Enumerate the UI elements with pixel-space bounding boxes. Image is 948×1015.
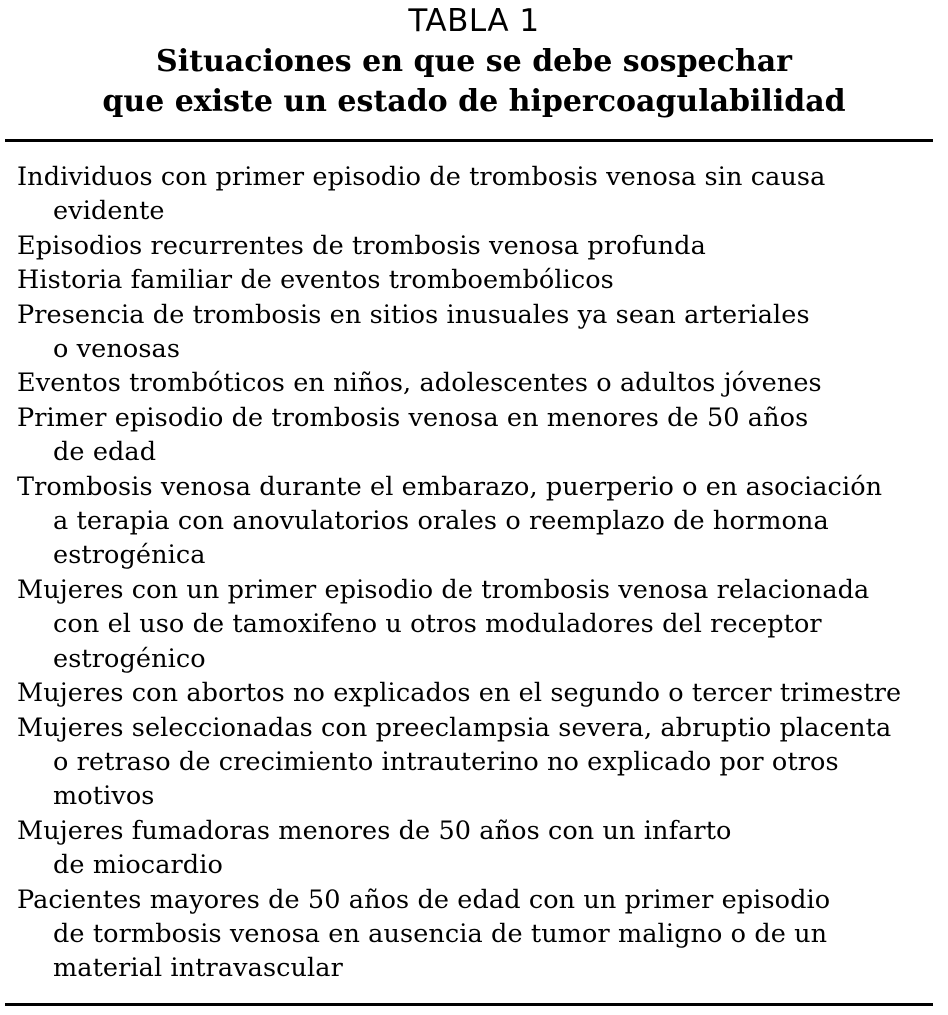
list-item [17,573,937,676]
list-item-text: Mujeres con un primer episodio de trombosis venosa relacionada [17,574,870,605]
list-item-text: Historia familiar de eventos tromboembólicos [17,265,614,296]
list-item [17,401,937,470]
list-item-continuation: de miocardio [53,850,223,881]
list-item-text: Pacientes mayores de 50 años de edad con un primer episodio [17,884,831,915]
list-item [17,366,937,400]
list-item [17,263,937,297]
list-item-continuation: estrogénica [53,540,206,571]
list-item [17,298,937,367]
list-item-text: Mujeres fumadoras menores de 50 años con un infarto [17,815,732,846]
list-item [17,711,937,814]
list-item-continuation: con el uso de tamoxifeno u otros moduladores del receptor [53,609,822,640]
list-item [17,470,937,573]
list-item-continuation: estrogénico [53,643,206,674]
list-item-text: Eventos trombóticos en niños, adolescentes o adultos jóvenes [17,368,822,399]
list-item-text: Primer episodio de trombosis venosa en menores de 50 años [17,402,809,433]
table-title [0,42,948,122]
list-item-continuation: a terapia con anovulatorios orales o reemplazo de hormona [53,506,829,537]
table-title-line: Situaciones en que se debe sospechar [156,44,792,79]
list-item-text: Individuos con primer episodio de trombosis venosa sin causa [17,162,826,192]
list-item-continuation: o retraso de crecimiento intrauterino no explicado por otros [53,746,839,777]
list-item [17,883,937,986]
list-item [17,814,937,883]
list-item-text: Trombosis venosa durante el embarazo, puerperio o en asociación [17,471,883,502]
table-label: TABLA 1 [408,3,540,39]
list-item-text: Episodios recurrentes de trombosis venosa profunda [17,230,706,261]
list-item-text: Mujeres con abortos no explicados en el segundo o tercer trimestre [17,678,902,709]
list-item [17,229,937,263]
top-rule [5,139,933,142]
table-title-line: que existe un estado de hipercoagulabilidad [102,84,846,119]
bottom-rule [5,1003,933,1006]
list-item-text: Mujeres seleccionadas con preeclampsia severa, abruptio placenta [17,712,892,743]
list-item [17,160,937,229]
list-item [17,676,937,710]
list-item-continuation: evidente [53,196,165,227]
list-item-continuation: motivos [53,781,155,812]
list-item-continuation: de edad [53,437,157,468]
situations-list [17,160,937,986]
list-item-continuation: o venosas [53,334,181,365]
list-item-text: Presencia de trombosis en sitios inusuales ya sean arteriales [17,299,810,330]
list-item-continuation: de tormbosis venosa en ausencia de tumor maligno o de un [53,918,828,949]
list-item-continuation: material intravascular [53,953,343,984]
